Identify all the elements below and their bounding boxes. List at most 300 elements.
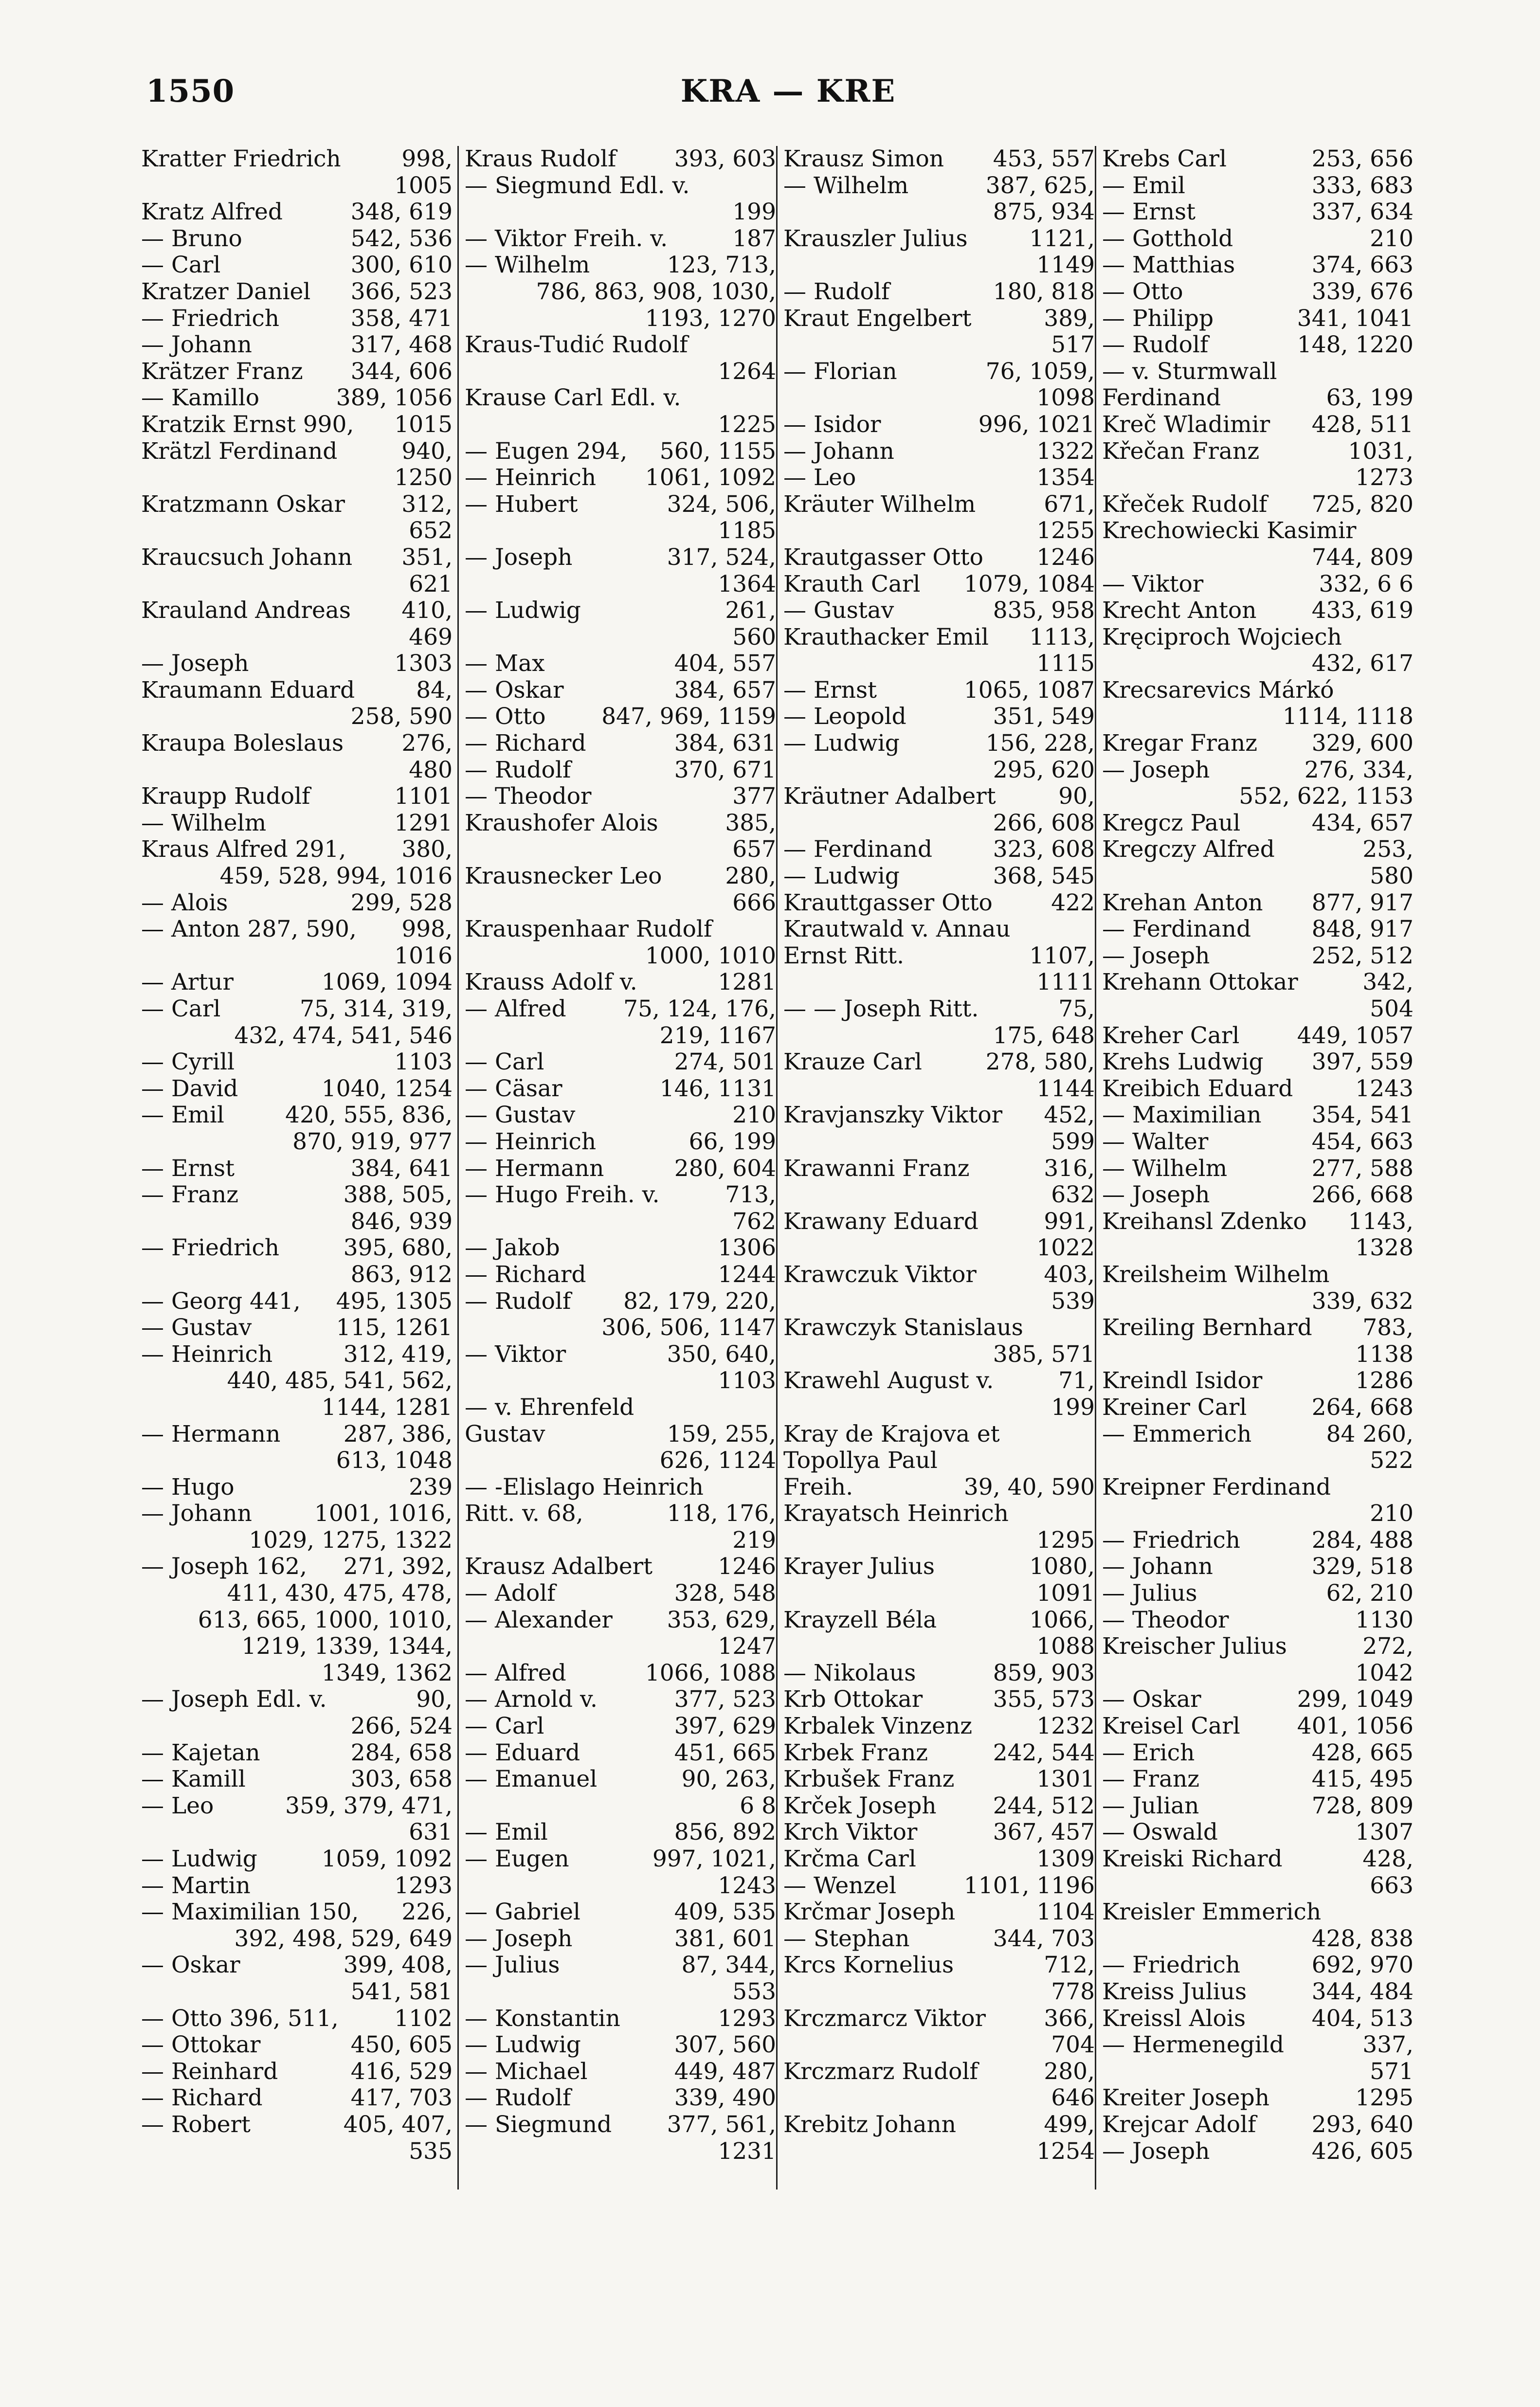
entry-name: Krausz Simon xyxy=(783,145,944,172)
index-entry xyxy=(1102,1873,1413,1900)
index-entry xyxy=(1102,2059,1413,2085)
index-entry xyxy=(141,1633,453,1660)
entry-name: Kräuter Wilhelm xyxy=(783,490,976,518)
entry-page-refs: 1349, 1362 xyxy=(321,1659,453,1686)
index-entry xyxy=(465,677,776,704)
entry-page-refs: 393, 603 xyxy=(674,145,776,172)
entry-name: — Joseph xyxy=(1102,2137,1210,2165)
entry-page-refs: 416, 529 xyxy=(350,2058,453,2085)
entry-page-refs: 266, 668 xyxy=(1311,1181,1413,1209)
index-entry xyxy=(465,1554,776,1580)
index-entry xyxy=(783,863,1095,890)
column-divider xyxy=(776,146,778,2190)
entry-name: — Gustav xyxy=(783,597,894,624)
entry-page-refs: 276, 334, xyxy=(1304,756,1413,783)
index-entry xyxy=(783,491,1095,518)
index-entry xyxy=(465,1633,776,1660)
entry-page-refs: 1143, xyxy=(1348,1208,1413,1235)
entry-page-refs: 377, 561, xyxy=(667,2111,776,2138)
entry-name: Kraucsuch Johann xyxy=(141,543,353,571)
entry-name: — Emmerich xyxy=(1102,1420,1252,1448)
entry-name: Krawanni Franz xyxy=(783,1155,970,1182)
entry-page-refs: 432, 617 xyxy=(1311,650,1413,677)
index-entry xyxy=(141,1368,453,1394)
index-entry xyxy=(465,969,776,996)
index-entry xyxy=(141,2138,453,2165)
entry-page-refs: 87, 344, xyxy=(681,1952,776,1979)
index-entry xyxy=(783,2006,1095,2032)
index-entry xyxy=(783,1394,1095,1421)
entry-page-refs: 175, 648 xyxy=(993,1022,1095,1049)
entry-page-refs: 210 xyxy=(1370,1500,1413,1527)
index-entry xyxy=(141,2085,453,2112)
index-entry xyxy=(465,332,776,359)
entry-page-refs: 266, 608 xyxy=(993,809,1095,836)
index-entry xyxy=(465,1156,776,1182)
index-entry xyxy=(1102,146,1413,173)
entry-name: — Wilhelm xyxy=(1102,1155,1228,1182)
index-entry xyxy=(1102,1766,1413,1793)
index-entry xyxy=(465,1793,776,1820)
entry-page-refs: 940, xyxy=(401,437,453,465)
index-entry xyxy=(783,544,1095,571)
index-entry xyxy=(783,810,1095,837)
entry-page-refs: 1130 xyxy=(1355,1606,1413,1633)
entry-page-refs: 280, xyxy=(725,863,776,890)
entry-page-refs: 389, xyxy=(1044,305,1095,332)
entry-name: — Joseph xyxy=(1102,942,1210,969)
entry-name: — Ludwig xyxy=(141,1846,257,1872)
entry-name: — Hermann xyxy=(465,1155,604,1182)
running-head: KRA — KRE xyxy=(680,73,896,109)
entry-page-refs: 404, 513 xyxy=(1311,2005,1413,2032)
entry-page-refs: 146, 1131 xyxy=(659,1075,776,1102)
entry-page-refs: 374, 663 xyxy=(1311,252,1413,279)
index-entry xyxy=(783,1979,1095,2006)
index-entry xyxy=(465,518,776,544)
index-entry xyxy=(465,544,776,571)
entry-name: Krayer Julius xyxy=(783,1553,935,1580)
index-entry xyxy=(783,252,1095,279)
entry-name: — Cäsar xyxy=(465,1075,562,1102)
entry-page-refs: 552, 622, 1153 xyxy=(1239,783,1413,810)
entry-name: — Ludwig xyxy=(465,2031,581,2059)
entry-name: — — Joseph Ritt. xyxy=(783,995,979,1022)
entry-name: — Julius xyxy=(1102,1580,1197,1607)
entry-page-refs: 998, xyxy=(401,145,453,172)
entry-page-refs: 1306 xyxy=(718,1234,776,1262)
index-entry xyxy=(465,1979,776,2006)
entry-name: — Friedrich xyxy=(1102,1952,1241,1979)
index-entry xyxy=(783,1793,1095,1820)
index-entry xyxy=(141,2112,453,2138)
entry-page-refs: 646 xyxy=(1051,2084,1095,2112)
entry-page-refs: 351, xyxy=(401,543,453,571)
entry-page-refs: 428, 838 xyxy=(1311,1925,1413,1952)
index-entry xyxy=(783,279,1095,306)
entry-name: — Alfred xyxy=(465,1659,566,1686)
index-entry xyxy=(1102,1102,1413,1129)
index-entry xyxy=(783,890,1095,917)
entry-page-refs: 657 xyxy=(732,836,776,863)
index-entry xyxy=(783,438,1095,465)
index-entry xyxy=(141,651,453,677)
entry-page-refs: 762 xyxy=(732,1208,776,1235)
entry-name: — Hubert xyxy=(465,490,578,518)
index-entry xyxy=(465,1129,776,1156)
index-entry xyxy=(1102,2138,1413,2165)
entry-page-refs: 316, xyxy=(1044,1155,1095,1182)
entry-page-refs: 274, 501 xyxy=(674,1049,776,1076)
entry-page-refs: 303, 658 xyxy=(350,1766,453,1793)
entry-page-refs: 1080, xyxy=(1029,1553,1095,1580)
index-entry xyxy=(1102,1448,1413,1474)
index-entry xyxy=(783,1713,1095,1740)
entry-name: Krauze Carl xyxy=(783,1049,922,1076)
entry-name: — Eugen xyxy=(465,1846,569,1872)
entry-name: — Hugo xyxy=(141,1473,235,1501)
index-entry xyxy=(141,996,453,1023)
entry-page-refs: 1328 xyxy=(1355,1234,1413,1262)
index-entry xyxy=(465,783,776,810)
index-entry xyxy=(141,783,453,810)
entry-page-refs: 278, 580, xyxy=(985,1049,1095,1076)
index-entry xyxy=(1102,730,1413,757)
entry-name: Křeček Rudolf xyxy=(1102,490,1268,518)
entry-page-refs: 337, 634 xyxy=(1311,199,1413,226)
entry-name: Kregczy Alfred xyxy=(1102,836,1275,863)
entry-name: Krček Joseph xyxy=(783,1792,937,1819)
index-entry xyxy=(1102,1394,1413,1421)
entry-page-refs: 312, 419, xyxy=(343,1340,453,1368)
entry-page-refs: 82, 179, 220, xyxy=(623,1287,776,1315)
index-entry xyxy=(1102,1819,1413,1846)
entry-name: Krätzl Ferdinand xyxy=(141,437,338,465)
entry-page-refs: 1001, 1016, xyxy=(314,1500,453,1527)
entry-name: Kräutner Adalbert xyxy=(783,783,996,810)
index-entry xyxy=(783,1899,1095,1926)
entry-page-refs: 1066, xyxy=(1029,1606,1095,1633)
entry-page-refs: 377, 523 xyxy=(674,1686,776,1713)
entry-page-refs: 258, 590 xyxy=(350,703,453,730)
index-entry xyxy=(1102,1341,1413,1368)
entry-page-refs: 1247 xyxy=(718,1633,776,1660)
entry-page-refs: 380, xyxy=(401,836,453,863)
entry-name: Kreibich Eduard xyxy=(1102,1075,1293,1102)
entry-name: Krauland Andreas xyxy=(141,597,351,624)
entry-page-refs: 271, 392, xyxy=(343,1553,453,1580)
entry-name: — Reinhard xyxy=(141,2058,278,2085)
entry-name: — Hermenegild xyxy=(1102,2031,1284,2059)
entry-name: Krebs Carl xyxy=(1102,145,1227,172)
entry-page-refs: 395, 680, xyxy=(343,1234,453,1262)
entry-page-refs: 300, 610 xyxy=(350,252,453,279)
index-entry xyxy=(1102,2032,1413,2059)
index-entry xyxy=(141,1766,453,1793)
entry-name: Krause Carl Edl. v. xyxy=(465,384,681,412)
entry-page-refs: 1255 xyxy=(1036,517,1095,544)
entry-page-refs: 312, xyxy=(401,490,453,518)
entry-page-refs: 1219, 1339, 1344, xyxy=(241,1633,453,1660)
index-entry xyxy=(1102,1527,1413,1554)
index-entry xyxy=(783,1182,1095,1209)
index-entry xyxy=(1102,544,1413,571)
entry-name: Krebitz Johann xyxy=(783,2111,957,2138)
entry-name: Kratzik Ernst 990, xyxy=(141,411,354,438)
entry-page-refs: 1107, xyxy=(1029,942,1095,969)
index-entry xyxy=(141,491,453,518)
entry-name: — Richard xyxy=(465,730,586,757)
entry-page-refs: 306, 506, 1147 xyxy=(601,1314,776,1341)
entry-page-refs: 6 8 xyxy=(740,1792,776,1819)
index-entry xyxy=(141,359,453,385)
entry-name: — Leopold xyxy=(783,703,906,730)
entry-page-refs: 1103 xyxy=(718,1367,776,1394)
index-entry xyxy=(465,491,776,518)
index-entry xyxy=(465,1394,776,1421)
entry-name: — Gotthold xyxy=(1102,225,1233,252)
entry-name: — Wilhelm xyxy=(141,809,267,836)
index-entry xyxy=(783,146,1095,173)
entry-page-refs: 148, 1220 xyxy=(1297,331,1413,359)
entry-name: — Julian xyxy=(1102,1792,1199,1819)
index-entry xyxy=(465,1262,776,1288)
entry-page-refs: 411, 430, 475, 478, xyxy=(227,1580,453,1607)
index-entry xyxy=(783,969,1095,996)
index-entry xyxy=(1102,1049,1413,1076)
entry-page-refs: 118, 176, xyxy=(667,1500,776,1527)
entry-page-refs: 846, 939 xyxy=(350,1208,453,1235)
entry-page-refs: 1307 xyxy=(1355,1819,1413,1846)
entry-name: — Viktor xyxy=(1102,570,1204,597)
entry-page-refs: 284, 658 xyxy=(350,1739,453,1766)
entry-page-refs: 522 xyxy=(1370,1447,1413,1474)
index-column-4 xyxy=(1102,146,1413,2190)
entry-page-refs: 480 xyxy=(409,756,453,783)
index-entry xyxy=(465,890,776,917)
index-entry xyxy=(465,916,776,943)
entry-page-refs: 159, 255, xyxy=(667,1420,776,1448)
entry-page-refs: 403, xyxy=(1044,1261,1095,1288)
entry-page-refs: 348, 619 xyxy=(350,199,453,226)
entry-page-refs: 75, xyxy=(1058,995,1095,1022)
entry-name: — Joseph xyxy=(465,543,573,571)
entry-page-refs: 613, 1048 xyxy=(336,1447,453,1474)
entry-page-refs: 998, xyxy=(401,916,453,943)
entry-name: — Wilhelm xyxy=(783,172,909,199)
entry-name: Kratzer Daniel xyxy=(141,278,311,305)
entry-name: — Emil xyxy=(1102,172,1185,199)
entry-name: Krawehl August v. xyxy=(783,1367,994,1394)
index-entry xyxy=(1102,2006,1413,2032)
entry-name: Kreihansl Zdenko xyxy=(1102,1208,1307,1235)
entry-page-refs: 786, 863, 908, 1030, xyxy=(536,278,776,305)
entry-page-refs: 1015 xyxy=(394,411,453,438)
index-entry xyxy=(1102,704,1413,730)
entry-name: — Siegmund xyxy=(465,2111,612,2138)
entry-page-refs: 1354 xyxy=(1036,464,1095,491)
entry-name: — Johann xyxy=(1102,1553,1213,1580)
index-entry xyxy=(465,252,776,279)
entry-page-refs: 1295 xyxy=(1355,2084,1413,2112)
index-entry xyxy=(783,2138,1095,2165)
index-entry xyxy=(141,544,453,571)
index-entry xyxy=(1102,571,1413,598)
index-entry xyxy=(1102,173,1413,199)
entry-name: Krehan Anton xyxy=(1102,889,1263,916)
index-entry xyxy=(1102,1288,1413,1315)
entry-name: — Georg 441, xyxy=(141,1287,301,1315)
entry-name: Kreher Carl xyxy=(1102,1022,1240,1049)
entry-name: — Gustav xyxy=(141,1314,252,1341)
entry-name: — Arnold v. xyxy=(465,1686,598,1713)
index-entry xyxy=(141,1527,453,1554)
index-entry xyxy=(1102,2085,1413,2112)
index-entry xyxy=(141,810,453,837)
entry-page-refs: 299, 528 xyxy=(350,889,453,916)
index-entry xyxy=(465,1315,776,1341)
entry-name: — Kamillo xyxy=(141,384,260,412)
entry-name: Ernst Ritt. xyxy=(783,942,905,969)
entry-name: — Friedrich xyxy=(141,1234,280,1262)
entry-page-refs: 415, 495 xyxy=(1311,1766,1413,1793)
entry-name: — Artur xyxy=(141,969,234,996)
entry-page-refs: 542, 536 xyxy=(350,225,453,252)
index-entry xyxy=(783,2059,1095,2085)
entry-name: — Anton 287, 590, xyxy=(141,916,357,943)
index-entry xyxy=(141,332,453,359)
entry-page-refs: 280, 604 xyxy=(674,1155,776,1182)
entry-name: — Friedrich xyxy=(141,305,280,332)
index-entry xyxy=(783,1926,1095,1953)
entry-page-refs: 1069, 1094 xyxy=(321,969,453,996)
entry-name: — Florian xyxy=(783,358,897,385)
index-entry xyxy=(783,2112,1095,2138)
index-entry xyxy=(783,1209,1095,1235)
entry-page-refs: 469 xyxy=(409,623,453,651)
entry-page-refs: 1225 xyxy=(718,411,776,438)
entry-page-refs: 367, 457 xyxy=(993,1819,1095,1846)
entry-page-refs: 728, 809 xyxy=(1311,1792,1413,1819)
index-entry xyxy=(1102,1501,1413,1527)
entry-page-refs: 329, 600 xyxy=(1311,730,1413,757)
entry-page-refs: 1000, 1010 xyxy=(645,942,776,969)
entry-page-refs: 242, 544 xyxy=(993,1739,1095,1766)
entry-name: — Philipp xyxy=(1102,305,1214,332)
index-entry xyxy=(465,1501,776,1527)
entry-name: — Rudolf xyxy=(465,1287,571,1315)
index-entry xyxy=(141,1580,453,1607)
index-entry xyxy=(1102,412,1413,438)
index-entry xyxy=(1102,916,1413,943)
index-entry xyxy=(465,173,776,199)
index-entry xyxy=(783,757,1095,784)
entry-page-refs: 692, 970 xyxy=(1311,1952,1413,1979)
index-entry xyxy=(465,1846,776,1873)
entry-page-refs: 384, 641 xyxy=(350,1155,453,1182)
entry-page-refs: 404, 557 xyxy=(674,650,776,677)
index-entry xyxy=(1102,1580,1413,1607)
entry-page-refs: 199 xyxy=(732,199,776,226)
index-entry xyxy=(465,651,776,677)
entry-page-refs: 1114, 1118 xyxy=(1282,703,1413,730)
entry-page-refs: 252, 512 xyxy=(1311,942,1413,969)
entry-name: Kręciproch Wojciech xyxy=(1102,623,1342,651)
index-entry xyxy=(783,1501,1095,1527)
entry-name: — Rudolf xyxy=(783,278,890,305)
entry-name: Kreiski Richard xyxy=(1102,1846,1283,1872)
index-entry xyxy=(1102,359,1413,385)
index-entry xyxy=(141,1979,453,2006)
entry-page-refs: 323, 608 xyxy=(993,836,1095,863)
index-entry xyxy=(141,969,453,996)
index-entry xyxy=(141,279,453,306)
entry-name: Ferdinand xyxy=(1102,384,1221,412)
entry-page-refs: 90, 263, xyxy=(681,1766,776,1793)
entry-name: — Friedrich xyxy=(1102,1526,1241,1554)
index-entry xyxy=(783,1846,1095,1873)
entry-page-refs: 1286 xyxy=(1355,1367,1413,1394)
index-entry xyxy=(141,1846,453,1873)
entry-name: Kreiter Joseph xyxy=(1102,2084,1269,2112)
index-entry xyxy=(1102,1076,1413,1103)
entry-page-refs: 1138 xyxy=(1355,1340,1413,1368)
index-entry xyxy=(1102,1156,1413,1182)
index-entry xyxy=(141,199,453,226)
index-entry xyxy=(783,1262,1095,1288)
entry-name: Krčmar Joseph xyxy=(783,1899,956,1926)
index-entry xyxy=(1102,1660,1413,1687)
entry-page-refs: 156, 228, xyxy=(985,730,1095,757)
entry-page-refs: 580 xyxy=(1370,863,1413,890)
entry-page-refs: 180, 818 xyxy=(993,278,1095,305)
entry-page-refs: 253, 656 xyxy=(1311,145,1413,172)
entry-page-refs: 1232 xyxy=(1036,1713,1095,1740)
index-entry xyxy=(465,2032,776,2059)
index-entry xyxy=(783,1819,1095,1846)
entry-page-refs: 359, 379, 471, xyxy=(285,1792,453,1819)
entry-page-refs: 66, 199 xyxy=(688,1128,776,1155)
index-entry xyxy=(465,810,776,837)
entry-name: Krayzell Béla xyxy=(783,1606,937,1633)
index-entry xyxy=(1102,385,1413,412)
index-entry xyxy=(141,730,453,757)
entry-name: — Joseph Edl. v. xyxy=(141,1686,327,1713)
entry-name: Kraus Rudolf xyxy=(465,145,616,172)
entry-page-refs: 621 xyxy=(409,570,453,597)
entry-name: Krausz Adalbert xyxy=(465,1553,653,1580)
entry-name: Krautgasser Otto xyxy=(783,543,983,571)
index-entry xyxy=(783,943,1095,970)
entry-name: — Carl xyxy=(465,1049,544,1076)
index-entry xyxy=(1102,1474,1413,1501)
entry-name: — Theodor xyxy=(465,783,592,810)
entry-name: — Siegmund Edl. v. xyxy=(465,172,690,199)
entry-name: Krczmarz Rudolf xyxy=(783,2058,978,2085)
index-entry xyxy=(1102,1262,1413,1288)
entry-page-refs: 264, 668 xyxy=(1311,1394,1413,1421)
entry-name: — Ludwig xyxy=(783,863,900,890)
index-entry xyxy=(783,1368,1095,1394)
index-entry xyxy=(1102,757,1413,784)
entry-page-refs: 875, 934 xyxy=(993,199,1095,226)
index-entry xyxy=(1102,810,1413,837)
entry-name: — Robert xyxy=(141,2111,251,2138)
entry-name: — Stephan xyxy=(783,1925,910,1952)
entry-name: Kratzmann Oskar xyxy=(141,490,345,518)
index-entry xyxy=(465,1368,776,1394)
entry-page-refs: 856, 892 xyxy=(674,1819,776,1846)
